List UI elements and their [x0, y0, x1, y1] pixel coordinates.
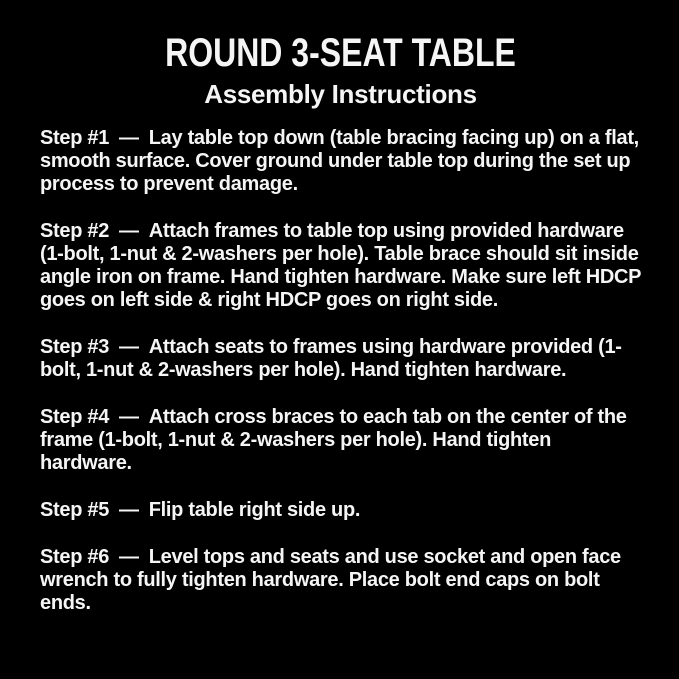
step-item-5: [40, 499, 641, 522]
step-item-4: [40, 406, 641, 475]
step-text: Flip table right side up.: [148, 498, 361, 521]
step-text: Attach seats to frames using hardware provided (1-bolt, 1-nut & 2-washers per hole). Hand tighten hardware.: [40, 335, 622, 381]
step-text: Attach frames to table top using provided hardware (1-bolt, 1-nut & 2-washers per hole). Table brace should sit inside angle iron on frame. Hand tighten hardware. Make sure left HDCP goes on left side & right HDCP goes on right side.: [40, 219, 641, 311]
step-text: Lay table top down (table bracing facing up) on a flat, smooth surface. Cover ground under table top during the set up process to prevent damage.: [40, 126, 639, 195]
step-dash: —: [119, 219, 139, 242]
page-title: ROUND 3-SEAT TABLE: [165, 31, 516, 75]
step-label: Step #1: [40, 126, 110, 149]
step-dash: —: [119, 405, 139, 428]
step-item-6: [40, 546, 641, 615]
step-text: Level tops and seats and use socket and open face wrench to fully tighten hardware. Place bolt end caps on bolt ends.: [40, 545, 621, 614]
step-label: Step #3: [40, 335, 110, 358]
page-subtitle: Assembly Instructions: [204, 79, 477, 109]
step-item-1: [40, 127, 641, 196]
step-text: Attach cross braces to each tab on the center of the frame (1-bolt, 1-nut & 2-washers per hole). Hand tighten hardware.: [40, 405, 627, 474]
steps-list: [40, 127, 641, 615]
step-item-2: [40, 220, 641, 312]
step-label: Step #5: [40, 498, 110, 521]
step-label: Step #6: [40, 545, 110, 568]
step-label: Step #2: [40, 219, 110, 242]
step-dash: —: [119, 335, 139, 358]
header: [40, 33, 641, 109]
step-item-3: [40, 336, 641, 382]
step-dash: —: [119, 498, 139, 521]
step-label: Step #4: [40, 405, 110, 428]
step-dash: —: [119, 126, 139, 149]
step-dash: —: [119, 545, 139, 568]
